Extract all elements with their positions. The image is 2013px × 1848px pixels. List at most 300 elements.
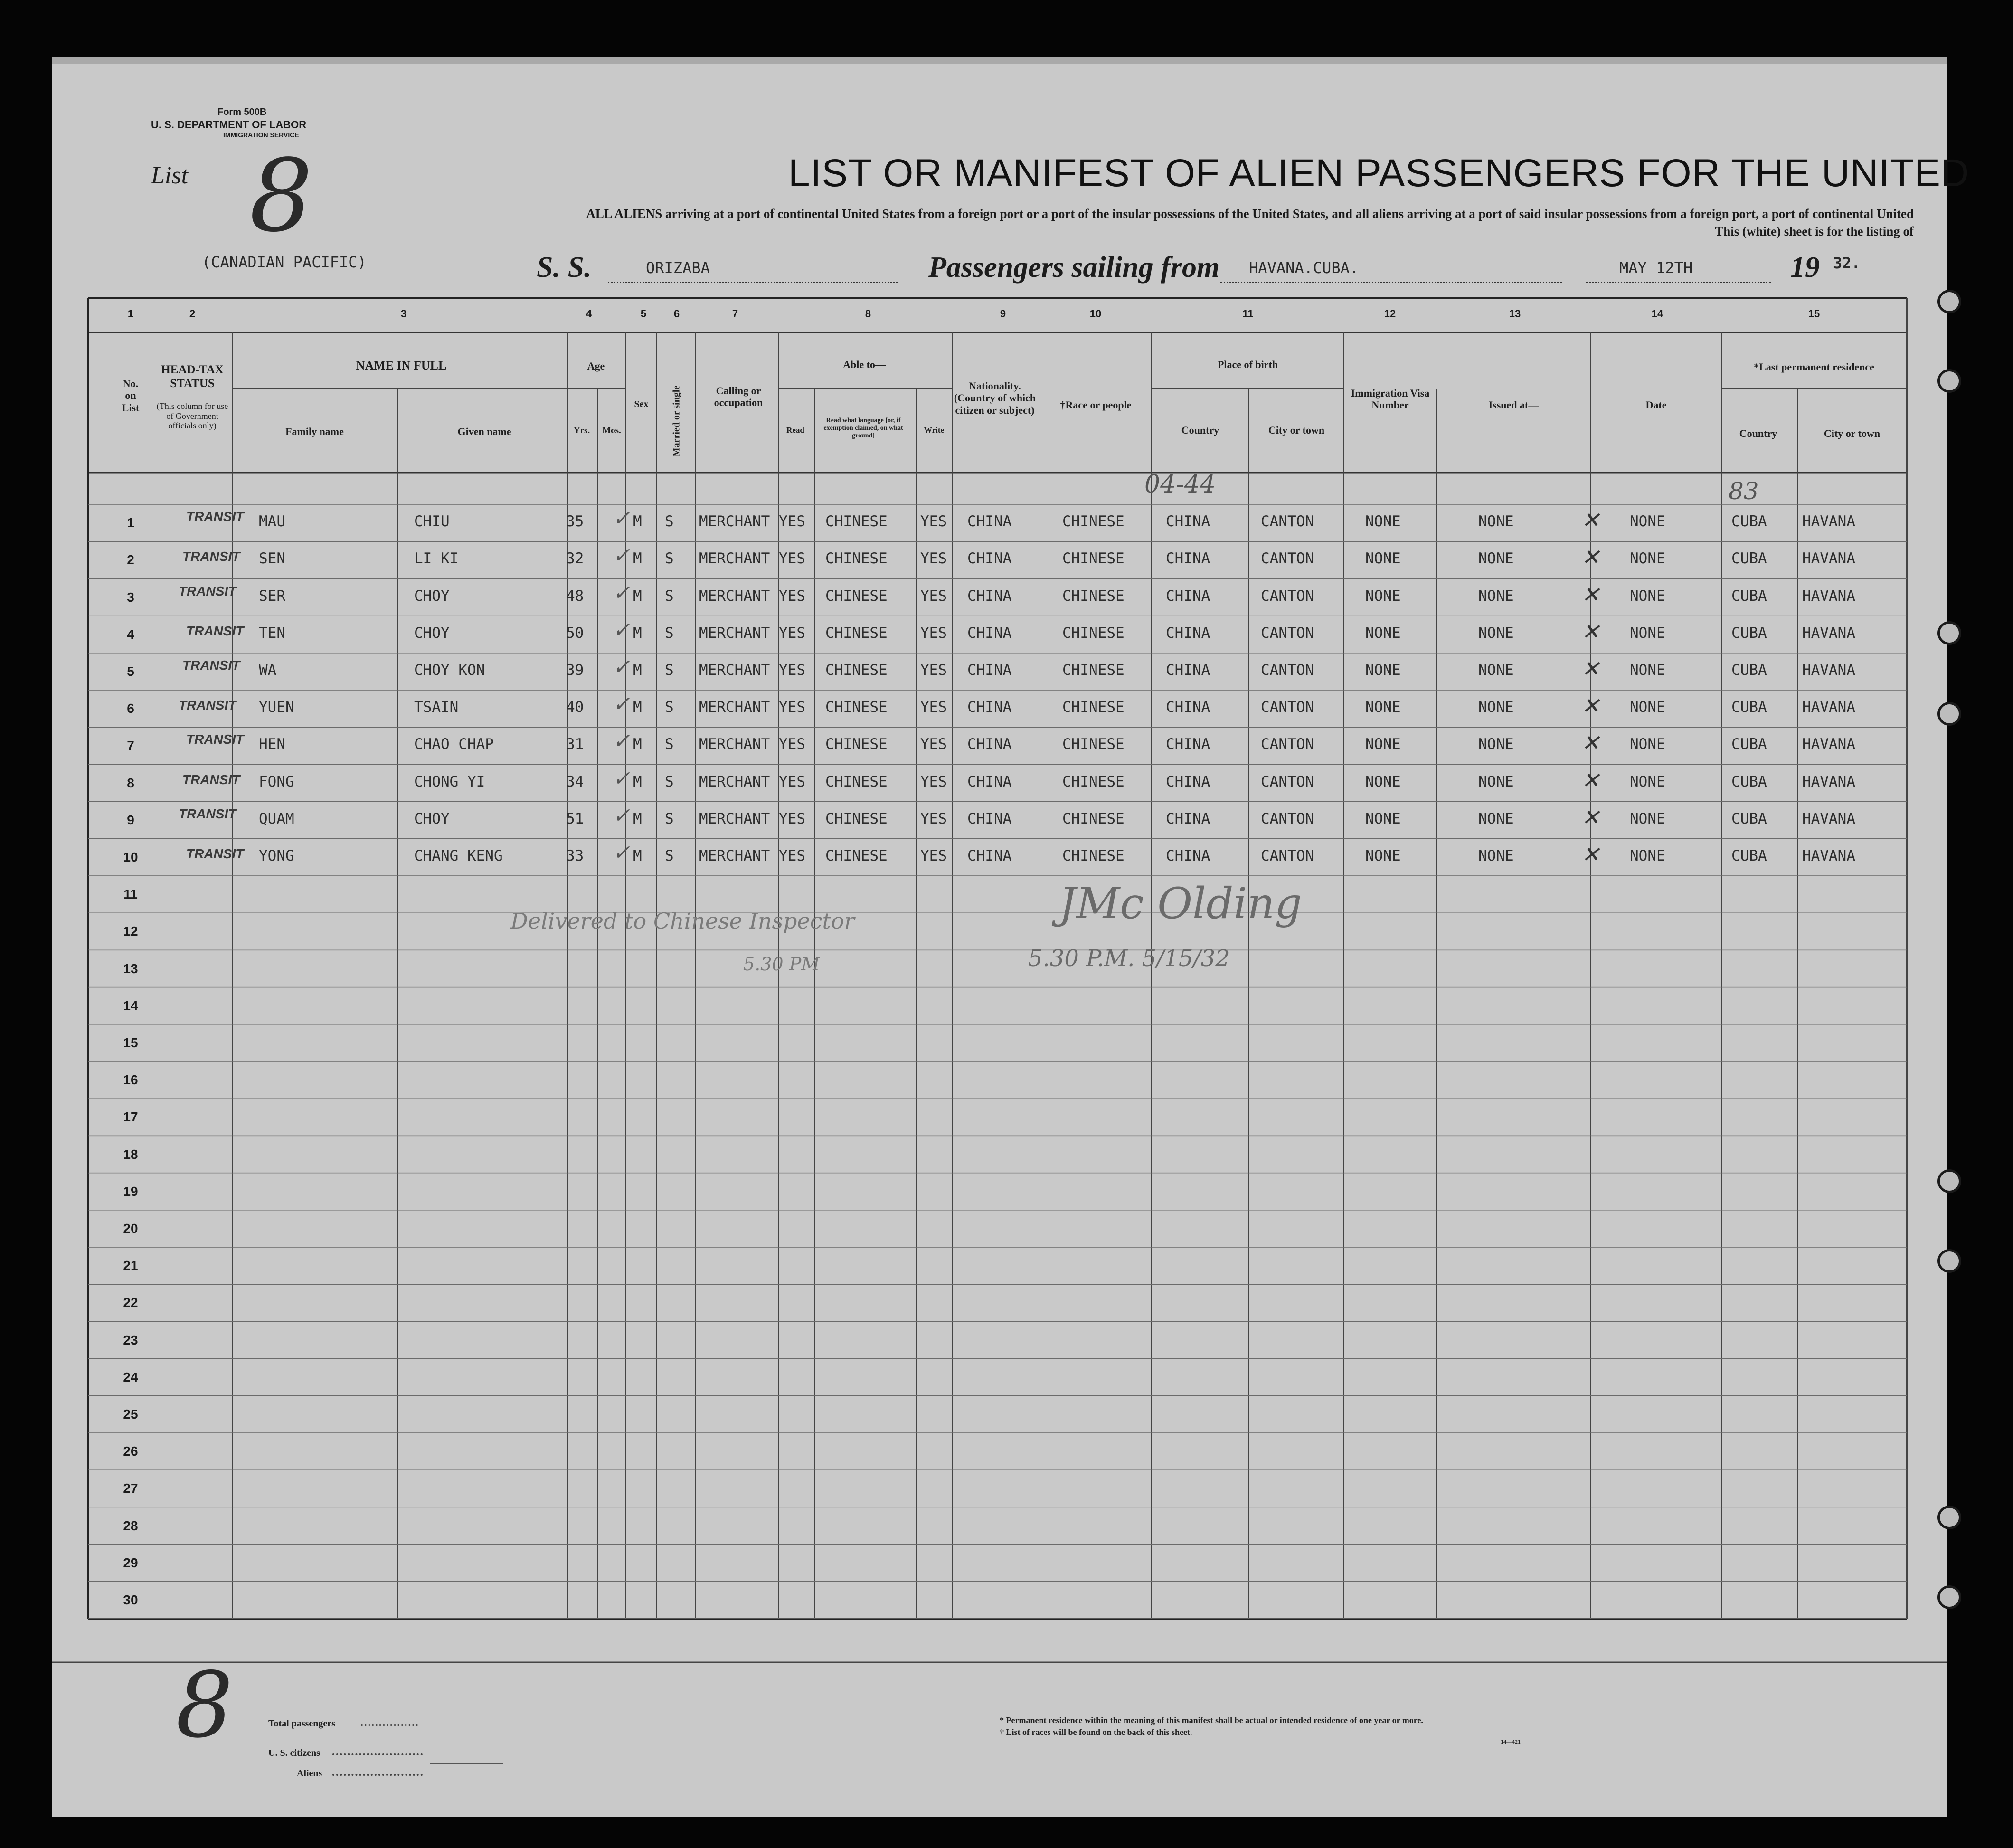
row-number: 17 xyxy=(123,1109,138,1125)
cell-sex: M xyxy=(633,513,642,531)
punch-hole xyxy=(1937,702,1961,726)
row-number: 6 xyxy=(127,701,134,716)
ship-name: ORIZABA xyxy=(646,259,710,277)
transit-stamp: TRANSIT xyxy=(182,772,240,787)
cell-issued: NONE xyxy=(1478,662,1514,679)
cell-occupation: MERCHANT xyxy=(699,550,770,568)
check-mark: ✓ xyxy=(613,543,630,568)
cell-birth-country: CHINA xyxy=(1166,773,1210,790)
column-number: 5 xyxy=(640,308,647,320)
cell-date: NONE xyxy=(1630,736,1665,753)
cell-date: NONE xyxy=(1630,587,1665,605)
cell-res-country: CUBA xyxy=(1731,624,1767,642)
check-mark: ✓ xyxy=(613,506,630,531)
cell-issued: NONE xyxy=(1478,847,1514,864)
cell-res-city: HAVANA xyxy=(1802,699,1855,716)
header-head-tax: HEAD-TAX STATUS xyxy=(161,363,224,390)
transit-stamp: TRANSIT xyxy=(186,846,244,861)
cell-sex: M xyxy=(633,736,642,753)
cell-family: QUAM xyxy=(259,810,294,827)
cell-birth-country: CHINA xyxy=(1166,847,1210,864)
cell-race: CHINESE xyxy=(1062,773,1125,790)
cell-read: YES xyxy=(779,624,805,642)
cell-family: MAU xyxy=(259,513,285,531)
header-date: Date xyxy=(1645,399,1667,411)
row-number: 15 xyxy=(123,1035,138,1050)
list-label: List xyxy=(151,162,189,189)
cell-res-country: CUBA xyxy=(1731,699,1767,716)
cell-res-country: CUBA xyxy=(1731,847,1767,864)
cell-write: YES xyxy=(920,624,947,642)
header-able-to: Able to— xyxy=(843,359,886,370)
cell-res-city: HAVANA xyxy=(1802,773,1855,790)
cell-family: SEN xyxy=(259,550,285,568)
cell-language: CHINESE xyxy=(825,847,888,864)
header-mos: Mos. xyxy=(602,426,621,436)
row-number: 22 xyxy=(123,1295,138,1310)
cell-write: YES xyxy=(920,699,947,716)
cell-given: CHOY KON xyxy=(414,662,485,679)
cell-birth-country: CHINA xyxy=(1166,810,1210,827)
cell-age: 34 xyxy=(566,773,584,790)
column-number: 8 xyxy=(865,308,871,320)
cell-language: CHINESE xyxy=(825,662,888,679)
cell-nationality: CHINA xyxy=(967,550,1012,568)
header-no-on-list: No. on List xyxy=(122,378,140,414)
cell-res-city: HAVANA xyxy=(1802,624,1855,642)
cell-write: YES xyxy=(920,847,947,864)
cell-res-city: HAVANA xyxy=(1802,513,1855,531)
transit-stamp: TRANSIT xyxy=(186,509,244,524)
header-read-language: Read what language [or, if exemption claimed, on what ground] xyxy=(823,417,903,440)
handwritten-residence-note: 83 xyxy=(1729,477,1759,505)
instructions-line-2: This (white) sheet is for the listing of xyxy=(1715,224,1914,238)
cell-race: CHINESE xyxy=(1062,587,1125,605)
cell-visa: NONE xyxy=(1365,587,1401,605)
cell-read: YES xyxy=(779,847,805,864)
column-number: 15 xyxy=(1808,308,1820,320)
cell-race: CHINESE xyxy=(1062,513,1125,531)
cell-nationality: CHINA xyxy=(967,810,1012,827)
cell-age: 35 xyxy=(566,513,584,531)
punch-hole xyxy=(1937,1169,1961,1193)
row-number: 1 xyxy=(127,515,134,531)
cross-mark: ✕ xyxy=(1581,618,1600,644)
cell-given: CHIU xyxy=(414,513,450,531)
cell-read: YES xyxy=(779,699,805,716)
header-res-country: Country xyxy=(1739,427,1777,439)
cell-occupation: MERCHANT xyxy=(699,736,770,753)
cell-date: NONE xyxy=(1630,773,1665,790)
cell-family: SER xyxy=(259,587,285,605)
cell-language: CHINESE xyxy=(825,624,888,642)
row-number: 21 xyxy=(123,1258,138,1273)
cell-res-country: CUBA xyxy=(1731,550,1767,568)
cell-nationality: CHINA xyxy=(967,736,1012,753)
header-given-name: Given name xyxy=(457,426,511,437)
cell-status: S xyxy=(665,550,674,568)
department: U. S. DEPARTMENT OF LABOR xyxy=(151,119,307,131)
transit-stamp: TRANSIT xyxy=(186,623,244,638)
cell-status: S xyxy=(665,810,674,827)
page-title: LIST OR MANIFEST OF ALIEN PASSENGERS FOR THE UNITED xyxy=(788,152,1970,195)
cell-res-city: HAVANA xyxy=(1802,662,1855,679)
cell-visa: NONE xyxy=(1365,550,1401,568)
cell-visa: NONE xyxy=(1365,810,1401,827)
cell-write: YES xyxy=(920,587,947,605)
cell-status: S xyxy=(665,736,674,753)
steamship-line: (CANADIAN PACIFIC) xyxy=(202,253,367,271)
cross-mark: ✕ xyxy=(1581,804,1600,830)
cell-status: S xyxy=(665,699,674,716)
cell-res-city: HAVANA xyxy=(1802,847,1855,864)
cell-birth-city: CANTON xyxy=(1261,736,1314,753)
year-suffix: 32. xyxy=(1833,254,1861,272)
handwritten-signature-date: 5.30 P.M. 5/15/32 xyxy=(1028,945,1230,972)
transit-stamp: TRANSIT xyxy=(182,549,240,564)
column-number: 14 xyxy=(1651,308,1663,320)
cell-occupation: MERCHANT xyxy=(699,810,770,827)
cell-given: CHANG KENG xyxy=(414,847,503,864)
row-number: 16 xyxy=(123,1072,138,1088)
sailing-from-label: Passengers sailing from xyxy=(928,251,1220,284)
row-number: 13 xyxy=(123,961,138,976)
cell-nationality: CHINA xyxy=(967,699,1012,716)
header-write: Write xyxy=(924,426,945,435)
cell-birth-city: CANTON xyxy=(1261,847,1314,864)
cross-mark: ✕ xyxy=(1581,730,1600,756)
cell-read: YES xyxy=(779,587,805,605)
cell-occupation: MERCHANT xyxy=(699,513,770,531)
cell-given: CHAO CHAP xyxy=(414,736,494,753)
cell-issued: NONE xyxy=(1478,513,1514,531)
header-birth-city: City or town xyxy=(1268,424,1325,436)
print-code: 14—421 xyxy=(1501,1738,1521,1745)
header-nationality: Nationality. (Country of which citizen or subject) xyxy=(954,380,1036,416)
cell-res-country: CUBA xyxy=(1731,736,1767,753)
header-res-city: City or town xyxy=(1824,427,1881,439)
cell-sex: M xyxy=(633,699,642,716)
cell-sex: M xyxy=(633,847,642,864)
cell-birth-country: CHINA xyxy=(1166,587,1210,605)
cell-occupation: MERCHANT xyxy=(699,773,770,790)
cell-status: S xyxy=(665,662,674,679)
row-number: 14 xyxy=(123,998,138,1013)
cell-family: YONG xyxy=(259,847,294,864)
row-number: 24 xyxy=(123,1369,138,1384)
row-number: 9 xyxy=(127,812,134,827)
column-number: 7 xyxy=(732,308,738,320)
column-number: 10 xyxy=(1089,308,1102,320)
row-number: 11 xyxy=(123,887,138,902)
cell-write: YES xyxy=(920,736,947,753)
footer-dots xyxy=(361,1724,418,1726)
cell-race: CHINESE xyxy=(1062,847,1125,864)
cell-write: YES xyxy=(920,513,947,531)
header-read: Read xyxy=(786,426,804,435)
cell-read: YES xyxy=(779,513,805,531)
cell-issued: NONE xyxy=(1478,810,1514,827)
cross-mark: ✕ xyxy=(1581,544,1600,570)
handwritten-delivered-note: Delivered to Chinese Inspector xyxy=(510,908,855,934)
cell-write: YES xyxy=(920,550,947,568)
cell-write: YES xyxy=(920,773,947,790)
cell-read: YES xyxy=(779,550,805,568)
row-number: 10 xyxy=(123,850,138,864)
cell-issued: NONE xyxy=(1478,736,1514,753)
cell-age: 51 xyxy=(566,810,584,827)
cell-status: S xyxy=(665,847,674,864)
cell-read: YES xyxy=(779,736,805,753)
header-age: Age xyxy=(587,360,605,372)
cell-occupation: MERCHANT xyxy=(699,699,770,716)
header-family-name: Family name xyxy=(285,426,344,437)
cell-write: YES xyxy=(920,810,947,827)
footer-us-citizens: U. S. citizens xyxy=(268,1748,320,1758)
column-number: 6 xyxy=(673,308,680,320)
footer-totals-box xyxy=(430,1715,503,1764)
punch-hole xyxy=(1937,621,1961,645)
cell-birth-country: CHINA xyxy=(1166,736,1210,753)
row-number: 4 xyxy=(127,626,134,642)
cell-given: TSAIN xyxy=(414,699,459,716)
cell-date: NONE xyxy=(1630,513,1665,531)
cell-language: CHINESE xyxy=(825,550,888,568)
cell-visa: NONE xyxy=(1365,624,1401,642)
row-number: 30 xyxy=(123,1592,138,1607)
cell-date: NONE xyxy=(1630,550,1665,568)
header-last-residence: *Last permanent residence xyxy=(1754,361,1874,373)
cell-visa: NONE xyxy=(1365,736,1401,753)
footer-aliens: Aliens xyxy=(297,1768,322,1779)
cell-visa: NONE xyxy=(1365,699,1401,716)
check-mark: ✓ xyxy=(613,655,630,679)
transit-stamp: TRANSIT xyxy=(179,806,236,821)
check-mark: ✓ xyxy=(613,580,630,605)
cross-mark: ✕ xyxy=(1581,656,1600,682)
cell-sex: M xyxy=(633,624,642,642)
cell-race: CHINESE xyxy=(1062,624,1125,642)
cell-family: WA xyxy=(259,662,277,679)
cell-birth-country: CHINA xyxy=(1166,550,1210,568)
cell-birth-city: CANTON xyxy=(1261,810,1314,827)
cell-visa: NONE xyxy=(1365,847,1401,864)
cell-birth-city: CANTON xyxy=(1261,587,1314,605)
cell-issued: NONE xyxy=(1478,699,1514,716)
check-mark: ✓ xyxy=(613,766,630,791)
handwritten-birth-note: 04-44 xyxy=(1144,470,1216,499)
cell-read: YES xyxy=(779,810,805,827)
punch-hole xyxy=(1937,1585,1961,1609)
row-number: 25 xyxy=(123,1407,138,1422)
cell-family: FONG xyxy=(259,773,294,790)
cell-write: YES xyxy=(920,662,947,679)
footnote-permanent-residence: * Permanent residence within the meaning of this manifest shall be actual or intended residence of one year or more. xyxy=(1000,1715,1423,1725)
punch-hole xyxy=(1937,1506,1961,1529)
handwritten-signature: JMc Olding xyxy=(1059,879,1302,929)
row-number: 7 xyxy=(127,738,134,753)
footer-total-passengers: Total passengers xyxy=(268,1718,335,1729)
cell-occupation: MERCHANT xyxy=(699,847,770,864)
row-number: 8 xyxy=(127,775,134,790)
cell-language: CHINESE xyxy=(825,513,888,531)
footer-dots xyxy=(332,1774,423,1776)
cell-birth-country: CHINA xyxy=(1166,662,1210,679)
header-sex: Sex xyxy=(634,399,649,409)
cell-sex: M xyxy=(633,662,642,679)
header-name-in-full: NAME IN FULL xyxy=(356,359,447,372)
cross-mark: ✕ xyxy=(1581,842,1600,867)
cell-age: 39 xyxy=(566,662,584,679)
cell-status: S xyxy=(665,587,674,605)
cell-date: NONE xyxy=(1630,624,1665,642)
cell-nationality: CHINA xyxy=(967,624,1012,642)
cell-occupation: MERCHANT xyxy=(699,587,770,605)
header-yrs: Yrs. xyxy=(573,426,590,436)
column-number: 11 xyxy=(1242,308,1254,320)
row-number: 29 xyxy=(123,1555,138,1570)
row-number: 27 xyxy=(123,1481,138,1496)
cell-race: CHINESE xyxy=(1062,810,1125,827)
check-mark: ✓ xyxy=(613,841,630,865)
cross-mark: ✕ xyxy=(1581,507,1600,533)
cell-birth-city: CANTON xyxy=(1261,662,1314,679)
cell-birth-country: CHINA xyxy=(1166,699,1210,716)
cell-birth-city: CANTON xyxy=(1261,699,1314,716)
row-number: 5 xyxy=(127,664,134,679)
cell-age: 40 xyxy=(566,699,584,716)
transit-stamp: TRANSIT xyxy=(179,583,236,598)
cell-issued: NONE xyxy=(1478,587,1514,605)
cell-birth-city: CANTON xyxy=(1261,513,1314,531)
cross-mark: ✕ xyxy=(1581,767,1600,793)
row-number: 20 xyxy=(123,1221,138,1236)
cell-nationality: CHINA xyxy=(967,847,1012,864)
cell-read: YES xyxy=(779,662,805,679)
footer-dots xyxy=(332,1753,423,1755)
footnote-races: † List of races will be found on the back of this sheet. xyxy=(1000,1727,1192,1737)
list-number: 8 xyxy=(249,138,313,254)
year-prefix: 19 xyxy=(1790,251,1820,284)
cell-status: S xyxy=(665,624,674,642)
header-place-of-birth: Place of birth xyxy=(1217,359,1278,370)
header-issued-at: Issued at— xyxy=(1488,399,1539,411)
cell-sex: M xyxy=(633,773,642,790)
cell-nationality: CHINA xyxy=(967,773,1012,790)
instructions-line-1: ALL ALIENS arriving at a port of continental United States from a foreign port or a port of the insular possessions of the United States, and all aliens arriving at a port of said insular possessions from a foreign port, a port of continental United xyxy=(586,207,1914,221)
cell-language: CHINESE xyxy=(825,587,888,605)
cell-language: CHINESE xyxy=(825,736,888,753)
cell-birth-city: CANTON xyxy=(1261,550,1314,568)
cell-given: CHONG YI xyxy=(414,773,485,790)
cell-res-country: CUBA xyxy=(1731,810,1767,827)
column-number: 4 xyxy=(586,308,592,320)
cell-language: CHINESE xyxy=(825,773,888,790)
cell-given: CHOY xyxy=(414,624,450,642)
check-mark: ✓ xyxy=(613,729,630,754)
cell-res-city: HAVANA xyxy=(1802,550,1855,568)
cell-language: CHINESE xyxy=(825,699,888,716)
cell-status: S xyxy=(665,513,674,531)
header-visa-number: Immigration Visa Number xyxy=(1351,387,1430,411)
cell-age: 31 xyxy=(566,736,584,753)
column-number: 1 xyxy=(127,308,134,320)
punch-hole xyxy=(1937,369,1961,393)
cell-race: CHINESE xyxy=(1062,662,1125,679)
departure-date: MAY 12TH xyxy=(1619,259,1693,277)
cell-res-country: CUBA xyxy=(1731,513,1767,531)
cell-read: YES xyxy=(779,773,805,790)
transit-stamp: TRANSIT xyxy=(182,658,240,673)
check-mark: ✓ xyxy=(613,803,630,828)
cell-status: S xyxy=(665,773,674,790)
cell-nationality: CHINA xyxy=(967,662,1012,679)
header-birth-country: Country xyxy=(1181,424,1219,436)
cell-issued: NONE xyxy=(1478,773,1514,790)
cross-mark: ✕ xyxy=(1581,693,1600,719)
row-number: 28 xyxy=(123,1518,138,1533)
column-number: 9 xyxy=(1000,308,1006,320)
cell-language: CHINESE xyxy=(825,810,888,827)
column-number: 2 xyxy=(189,308,196,320)
cell-sex: M xyxy=(633,810,642,827)
service: IMMIGRATION SERVICE xyxy=(223,131,299,139)
cell-date: NONE xyxy=(1630,699,1665,716)
cell-issued: NONE xyxy=(1478,550,1514,568)
punch-hole xyxy=(1937,1249,1961,1273)
cell-birth-country: CHINA xyxy=(1166,513,1210,531)
departure-port: HAVANA.CUBA. xyxy=(1249,259,1359,277)
cell-date: NONE xyxy=(1630,810,1665,827)
header-head-tax-note: (This column for use of Government officials only) xyxy=(156,401,228,431)
cell-res-country: CUBA xyxy=(1731,587,1767,605)
cell-visa: NONE xyxy=(1365,662,1401,679)
cell-birth-city: CANTON xyxy=(1261,624,1314,642)
row-number: 23 xyxy=(123,1332,138,1347)
cell-nationality: CHINA xyxy=(967,587,1012,605)
handwritten-list-number: 8 xyxy=(176,1653,233,1758)
check-mark: ✓ xyxy=(613,617,630,642)
cell-sex: M xyxy=(633,587,642,605)
header-married-single: Married or single xyxy=(671,385,682,457)
cell-res-city: HAVANA xyxy=(1802,736,1855,753)
cell-res-country: CUBA xyxy=(1731,662,1767,679)
row-number: 18 xyxy=(123,1147,138,1162)
cell-race: CHINESE xyxy=(1062,550,1125,568)
transit-stamp: TRANSIT xyxy=(179,698,236,713)
cross-mark: ✕ xyxy=(1581,581,1600,607)
cell-family: HEN xyxy=(259,736,285,753)
column-number: 12 xyxy=(1384,308,1396,320)
cell-age: 50 xyxy=(566,624,584,642)
cell-race: CHINESE xyxy=(1062,736,1125,753)
cell-given: CHOY xyxy=(414,810,450,827)
punch-hole xyxy=(1937,290,1961,313)
cell-occupation: MERCHANT xyxy=(699,662,770,679)
cell-age: 48 xyxy=(566,587,584,605)
cell-given: CHOY xyxy=(414,587,450,605)
column-number: 3 xyxy=(400,308,407,320)
cell-age: 33 xyxy=(566,847,584,864)
cell-res-country: CUBA xyxy=(1731,773,1767,790)
cell-race: CHINESE xyxy=(1062,699,1125,716)
row-number: 12 xyxy=(123,924,138,939)
check-mark: ✓ xyxy=(613,692,630,717)
cell-birth-country: CHINA xyxy=(1166,624,1210,642)
cell-family: TEN xyxy=(259,624,285,642)
cell-nationality: CHINA xyxy=(967,513,1012,531)
row-number: 26 xyxy=(123,1444,138,1459)
